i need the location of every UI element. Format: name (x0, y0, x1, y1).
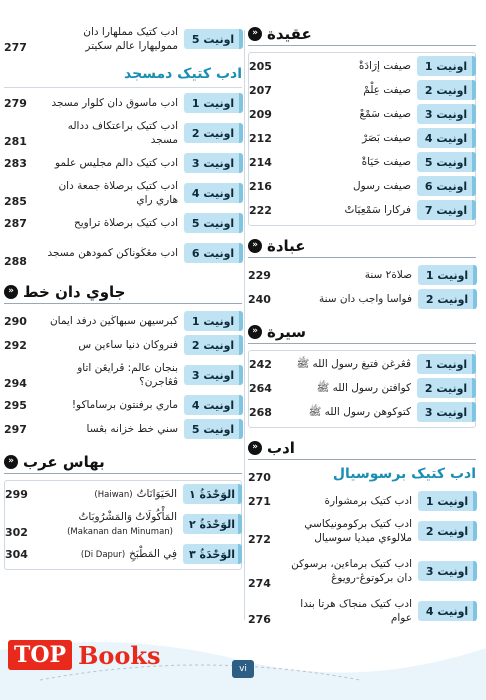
topic-text: كبرسيهن سبهاڬين درفد ايمان (49, 315, 178, 327)
toc-row[interactable] (4, 22, 242, 56)
topic-text: صيفت بَصَرْ (362, 132, 411, 144)
topic-text: كوافتن رسول الله ﷺ (316, 382, 411, 394)
topic-text: ادب كتيک برصلاة جمعة دان هاري راي (58, 180, 178, 206)
toc-row[interactable] (249, 175, 475, 197)
column-divider (244, 30, 245, 620)
topic-title (282, 597, 418, 625)
page-number: 281 (4, 135, 27, 148)
page-number: 205 (249, 59, 272, 73)
unit-badge: اونيت 4 (184, 395, 242, 415)
unit-badge: اونيت 1 (184, 93, 242, 113)
toc-row[interactable] (4, 176, 242, 210)
topic-title (283, 179, 417, 193)
topic-title (282, 517, 418, 545)
topic-text: ادب كتيک برصلاة تراويح (73, 217, 178, 229)
unit-badge: اونيت 2 (184, 123, 242, 143)
topic-title (38, 216, 184, 230)
topic-text: فنروكان دنيا ساءين س (78, 339, 178, 351)
page-number: 229 (248, 268, 271, 282)
topic-text: صلاة٢ سنة (364, 269, 412, 281)
ibadah-list (248, 264, 476, 310)
page-number: 294 (4, 377, 27, 390)
toc-row[interactable] (4, 152, 242, 174)
topic-text: ڤڠرغن فتيغ رسول الله ﷺ (296, 358, 411, 370)
topic-title (282, 494, 418, 508)
page-number: 268 (249, 405, 272, 419)
jawi-list (4, 310, 242, 440)
unit-badge: اونيت 5 (184, 419, 242, 439)
unit-badge: اونيت 1 (417, 354, 475, 374)
unit-badge: اونيت 6 (417, 176, 475, 196)
topic-title (38, 25, 184, 53)
page-number: 276 (248, 613, 271, 626)
toc-row[interactable] (249, 353, 475, 375)
page-number: 272 (248, 533, 271, 546)
topic-latin: (Di Dapur) (80, 549, 126, 560)
topic-text: ماري برفنتون برساماكو! (71, 399, 178, 411)
page-number: 277 (4, 41, 27, 54)
page-number: 302 (5, 526, 28, 539)
topic-title (38, 398, 184, 412)
topic-title (283, 83, 417, 97)
page-number: 207 (249, 83, 272, 97)
topbooks-logo (8, 640, 161, 670)
section-title: سيرة (267, 322, 307, 341)
unit-badge: اونيت 5 (184, 29, 242, 49)
topic-text: صيفت سَمْعْ (359, 108, 411, 120)
chevron-left-icon: « (248, 325, 262, 339)
topic-text: ادب كتيک براعتكاف دداله مسجد (67, 120, 178, 146)
toc-row[interactable] (248, 288, 476, 310)
topic-text: بنجان عالم: ڤرايڠن اتاو ڤڠاجرن؟ (77, 362, 178, 388)
unit-badge: اونيت 6 (184, 243, 242, 263)
toc-row[interactable] (248, 550, 476, 592)
unit-badge: الوَحْدَةُ ٣ (183, 544, 241, 564)
unit-badge: اونيت 4 (184, 183, 242, 203)
page-number: 304 (5, 547, 28, 561)
unit-badge: الوَحْدَةُ ٢ (183, 514, 241, 534)
page-number: 209 (249, 107, 272, 121)
topic-title (282, 268, 418, 282)
toc-row[interactable] (248, 264, 476, 286)
topic-text: ادب كتيک بركومونيكاسي ملالوءي ميديا سوسيال (304, 518, 412, 544)
unit-badge: اونيت 4 (417, 128, 475, 148)
arab-list (4, 480, 242, 570)
unit-badge: اونيت 1 (418, 491, 476, 511)
toc-row[interactable] (4, 394, 242, 416)
unit-badge: اونيت 2 (418, 521, 476, 541)
topic-text: صيفت عِلْمْ (363, 84, 411, 96)
topic-text: ادب كتيک مملهارا دان ممولیهارا عالم سكيتر (83, 26, 178, 52)
unit-badge: الوَحْدَةُ ١ (183, 484, 241, 504)
toc-row[interactable] (248, 490, 476, 512)
unit-badge: اونيت 2 (418, 289, 476, 309)
topic-text: ادب كتيک منجاک هرتا بندا عوام (300, 598, 412, 624)
page-number: 212 (249, 131, 272, 145)
topic-text: ادب ماسوق دان كلوار مسجد (51, 97, 178, 109)
toc-row[interactable] (4, 116, 242, 150)
topic-latin: (Makanan dan Minuman) (67, 526, 173, 537)
right-column (248, 22, 476, 630)
chevron-left-icon: « (4, 455, 18, 469)
page-number: 216 (249, 179, 272, 193)
topic-title (282, 557, 418, 585)
unit-badge: اونيت 3 (417, 104, 475, 124)
section-title: ادب (267, 438, 295, 457)
page-number: 288 (4, 255, 27, 268)
topic-title (38, 119, 184, 147)
unit-badge: اونيت 2 (184, 335, 242, 355)
page-number: 264 (249, 381, 272, 395)
unit-badge: اونيت 1 (184, 311, 242, 331)
page-number: 290 (4, 314, 27, 328)
topic-title (38, 422, 184, 436)
chevron-left-icon: « (248, 27, 262, 41)
page-number-badge: vi (232, 660, 254, 678)
page-number: 292 (4, 338, 27, 352)
section-arab-header (4, 450, 242, 474)
topic-title (283, 381, 417, 395)
chevron-left-icon: « (248, 239, 262, 253)
topic-text: ادب مڠڬوناكن كمودهن مسجد (47, 247, 178, 259)
section-jawi-header (4, 280, 242, 304)
chevron-left-icon: « (248, 441, 262, 455)
adab-masjid-sub-title: ادب كتيک دمسجد (4, 66, 242, 88)
toc-row[interactable] (248, 594, 476, 628)
unit-badge: اونيت 3 (184, 153, 242, 173)
page-number: 299 (5, 487, 28, 501)
unit-badge: اونيت 2 (417, 80, 475, 100)
toc-row[interactable] (249, 79, 475, 101)
toc-row[interactable] (4, 212, 242, 234)
topic-text: فواسا واجب دان سنة (318, 293, 412, 305)
unit-badge: اونيت 7 (417, 200, 475, 220)
page-number: 214 (249, 155, 272, 169)
toc-row[interactable] (249, 55, 475, 77)
aqidah-list (248, 52, 476, 226)
topic-title (283, 155, 417, 169)
unit-badge: اونيت 3 (417, 402, 475, 422)
topic-text: كتوكوهن رسول الله ﷺ (308, 406, 411, 418)
logo-books: Books (78, 640, 161, 670)
topic-title (283, 107, 417, 121)
unit-badge: اونيت 5 (184, 213, 242, 233)
adab-masjid-list (4, 92, 242, 270)
unit-badge: اونيت 2 (417, 378, 475, 398)
toc-row[interactable] (249, 103, 475, 125)
page-number: 271 (248, 494, 271, 508)
sirah-list (248, 350, 476, 428)
unit-badge: اونيت 3 (418, 561, 476, 581)
topic-title (39, 510, 183, 539)
topic-title (38, 338, 184, 352)
toc-row[interactable] (5, 507, 241, 541)
topic-title (283, 203, 417, 217)
topic-title (38, 314, 184, 328)
topic-text: صيفت رسول (353, 180, 411, 192)
topic-text: ادب كتيک دالم مجليس علمو (54, 157, 178, 169)
topic-title (283, 131, 417, 145)
left-column (4, 22, 242, 570)
topic-text: ادب كتيک برمشوارة (324, 495, 412, 507)
section-sirah-header (248, 320, 476, 344)
section-ibadah-header (248, 234, 476, 258)
topic-text: الحَيَوَانَاتُ (136, 487, 177, 500)
topic-latin: (Haiwan) (94, 489, 133, 500)
section-title: عقيدة (267, 24, 312, 43)
toc-row[interactable] (4, 310, 242, 332)
page-number: 222 (249, 203, 272, 217)
page-number: 285 (4, 195, 27, 208)
toc-row[interactable] (249, 199, 475, 221)
topic-title (38, 96, 184, 110)
adab-list (248, 490, 476, 628)
toc-row[interactable] (4, 236, 242, 270)
topic-title (283, 59, 417, 73)
unit-badge: اونيت 1 (418, 265, 476, 285)
page-number: 283 (4, 156, 27, 170)
page-number: 295 (4, 398, 27, 412)
page-number: 297 (4, 422, 27, 436)
topic-text: صيفت إرَادَةْ (358, 60, 411, 72)
section-title: عبادة (267, 236, 306, 255)
topic-title (282, 292, 418, 306)
unit-badge: اونيت 5 (417, 152, 475, 172)
toc-row[interactable] (248, 514, 476, 548)
topic-text: صيفت حَيَاةْ (361, 156, 411, 168)
section-aqidah-header (248, 22, 476, 46)
chevron-left-icon: « (4, 285, 18, 299)
topic-text: فركارا سَمْعِيَاتْ (344, 204, 411, 216)
topic-title (283, 357, 417, 371)
toc-row[interactable] (249, 377, 475, 399)
toc-row[interactable] (249, 151, 475, 173)
unit-badge: اونيت 3 (184, 365, 242, 385)
topic-title (39, 487, 183, 502)
toc-row[interactable] (5, 543, 241, 565)
topic-title (39, 547, 183, 562)
section-adab-header (248, 436, 476, 460)
toc-row[interactable] (4, 92, 242, 114)
section-title: جاوي دان خط (23, 282, 126, 301)
toc-row[interactable] (4, 418, 242, 440)
topic-text: المَأْكُولَاتُ وَالمَشْرُوبَاتُ (78, 510, 177, 523)
topic-text: سني خط خزانه بڠسا (86, 423, 178, 435)
adab-sub-title: ادب كتيک برسوسيال (332, 466, 476, 482)
topic-title (38, 246, 184, 260)
page-number: 287 (4, 216, 27, 230)
page-number: 242 (249, 357, 272, 371)
topic-title (283, 405, 417, 419)
page-number: 240 (248, 292, 271, 306)
toc-row[interactable] (249, 127, 475, 149)
topic-text: ادب كتيک برماءين، برسوكن دان بركوتوڠ-رويوڠ (291, 558, 412, 584)
toc-row[interactable] (5, 483, 241, 505)
logo-top: TOP (8, 640, 72, 670)
topic-title (38, 179, 184, 207)
adab-sub-row[interactable] (248, 466, 476, 488)
toc-row[interactable] (249, 401, 475, 423)
page-number: 270 (248, 470, 271, 484)
topic-title (38, 361, 184, 389)
topic-title (38, 156, 184, 170)
adab-continued-list (4, 22, 242, 56)
topic-text: فِي المَطْبَخِ (129, 547, 177, 560)
toc-row[interactable] (4, 358, 242, 392)
unit-badge: اونيت 1 (417, 56, 475, 76)
unit-badge: اونيت 4 (418, 601, 476, 621)
page-number: 279 (4, 96, 27, 110)
section-title: بهاس عرب (23, 452, 105, 471)
toc-row[interactable] (4, 334, 242, 356)
page-number: 274 (248, 577, 271, 590)
